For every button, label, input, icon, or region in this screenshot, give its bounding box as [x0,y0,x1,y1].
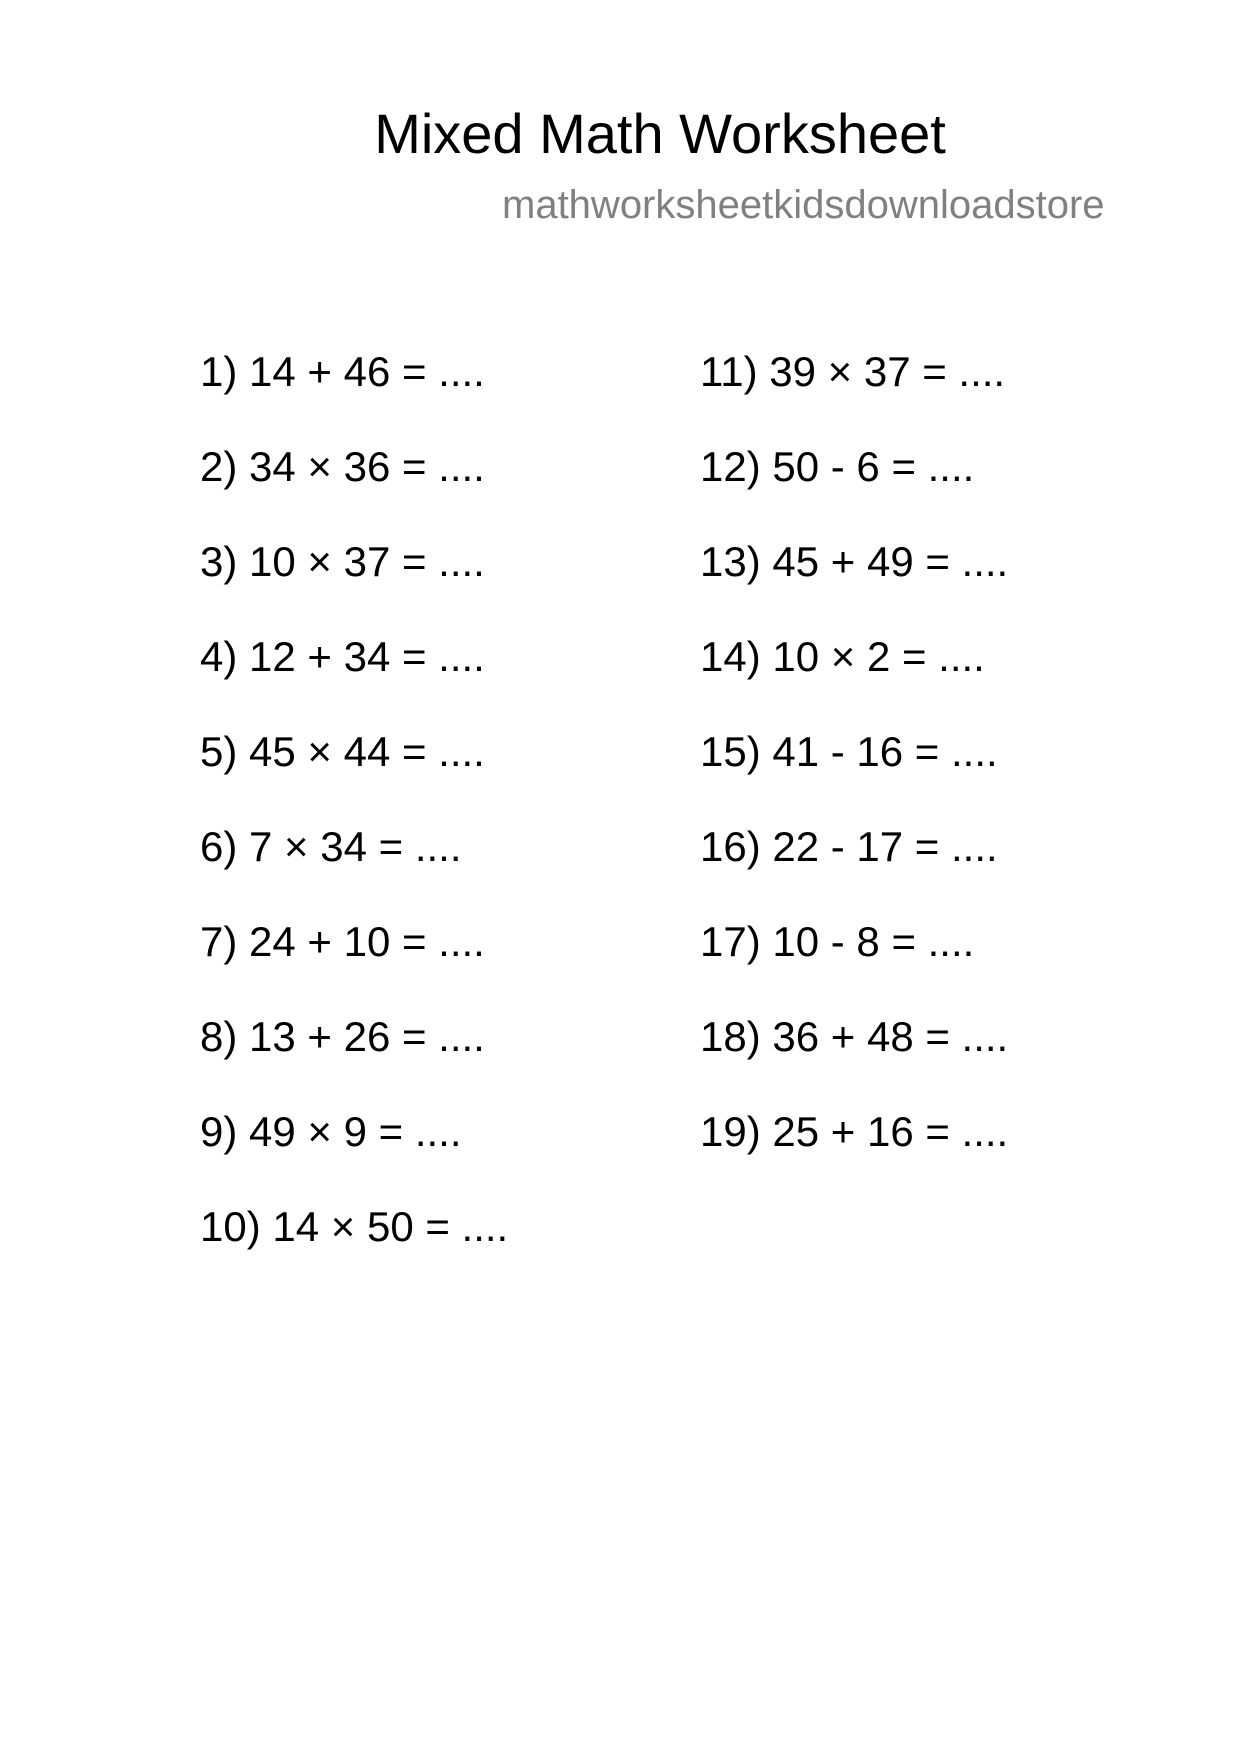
page-title: Mixed Math Worksheet [374,102,946,165]
problem-item: 18) 36 + 48 = .... [700,1013,1009,1060]
problem-item: 8) 13 + 26 = .... [200,1013,485,1060]
problem-item: 4) 12 + 34 = .... [200,633,485,680]
problem-item: 11) 39 × 37 = .... [700,348,1006,395]
problem-item: 14) 10 × 2 = .... [700,633,985,680]
problem-item: 10) 14 × 50 = .... [200,1203,509,1250]
problem-item: 19) 25 + 16 = .... [700,1108,1009,1155]
problem-item: 2) 34 × 36 = .... [200,443,485,490]
problem-column-left [200,346,508,1296]
problem-item: 16) 22 - 17 = .... [700,823,998,870]
problem-item: 3) 10 × 37 = .... [200,538,485,585]
problem-item: 13) 45 + 49 = .... [700,538,1009,585]
problem-item: 15) 41 - 16 = .... [700,728,998,775]
problem-column-right [700,346,1008,1201]
problem-item: 1) 14 + 46 = .... [200,348,485,395]
problem-item: 5) 45 × 44 = .... [200,728,485,775]
source-label: mathworksheetkidsdownloadstore [502,183,1105,227]
problem-item: 9) 49 × 9 = .... [200,1108,462,1155]
problem-item: 12) 50 - 6 = .... [700,443,975,490]
problem-item: 7) 24 + 10 = .... [200,918,485,965]
problem-item: 6) 7 × 34 = .... [200,823,462,870]
problem-item: 17) 10 - 8 = .... [700,918,975,965]
